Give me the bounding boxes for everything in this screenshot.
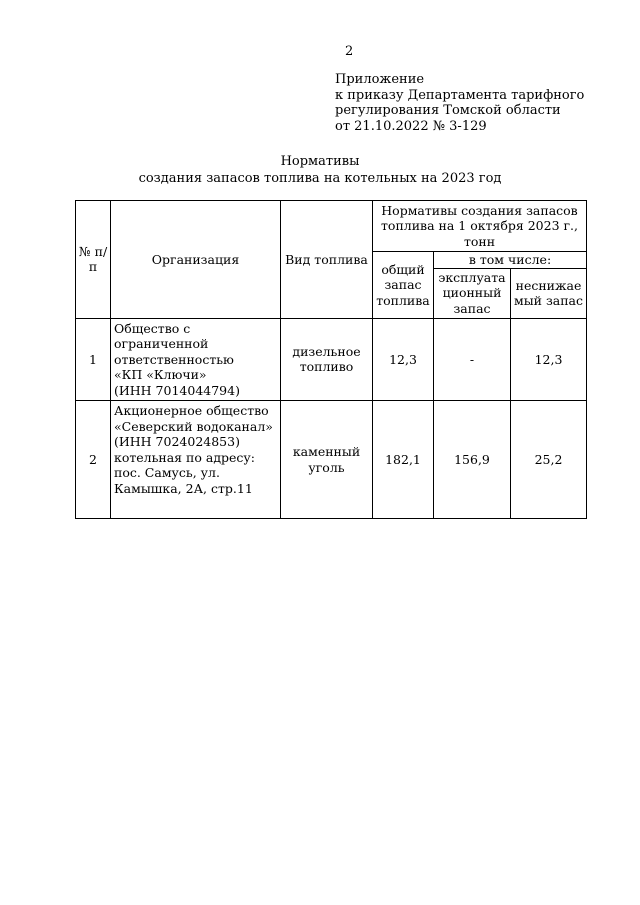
cell-total-stock: 182,1 bbox=[373, 401, 434, 519]
cell-total-stock: 12,3 bbox=[373, 318, 434, 401]
cell-operational-stock: 156,9 bbox=[434, 401, 511, 519]
page-number: 2 bbox=[345, 44, 354, 59]
org-line: пос. Самусь, ул. bbox=[114, 465, 220, 480]
header-organization: Организация bbox=[111, 201, 281, 319]
cell-num: 1 bbox=[76, 318, 111, 401]
org-line: (ИНН 7024024853) bbox=[114, 434, 240, 449]
cell-fuel-type: дизельное топливо bbox=[281, 318, 373, 401]
header-operational-stock: эксплуата ционный запас bbox=[434, 268, 511, 318]
org-line: «Северский водоканал» bbox=[114, 418, 273, 434]
appendix-line: к приказу Департамента тарифного bbox=[335, 87, 585, 103]
appendix-block bbox=[335, 72, 584, 134]
appendix-line: от 21.10.2022 № 3-129 bbox=[335, 118, 487, 134]
cell-fuel-type: каменный уголь bbox=[281, 401, 373, 519]
title-line-2: создания запасов топлива на котельных на 2023 год bbox=[138, 170, 502, 186]
org-line: ответственностью bbox=[114, 351, 234, 367]
header-total-stock: общий запас топлива bbox=[373, 252, 434, 319]
appendix-line: регулирования Томской области bbox=[335, 103, 561, 118]
header-reserve-stock: неснижае мый запас bbox=[511, 268, 587, 318]
title-line-1: Нормативы bbox=[280, 154, 360, 169]
header-norms: Нормативы создания запасов топлива на 1 октября 2023 г., тонн bbox=[373, 201, 587, 252]
header-including: в том числе: bbox=[434, 252, 587, 269]
document-title bbox=[0, 154, 640, 187]
org-line: Камышка, 2А, стр.11 bbox=[114, 480, 253, 496]
cell-operational-stock: - bbox=[434, 318, 511, 401]
norms-table bbox=[75, 200, 587, 519]
header-fuel-type: Вид топлива bbox=[281, 201, 373, 319]
cell-reserve-stock: 12,3 bbox=[511, 318, 587, 401]
cell-reserve-stock: 25,2 bbox=[511, 401, 587, 519]
org-line: (ИНН 7014044794) bbox=[114, 382, 240, 398]
org-line: Акционерное общество bbox=[114, 403, 269, 418]
table-row bbox=[76, 401, 587, 519]
table-row bbox=[76, 318, 587, 401]
org-line: котельная по адресу: bbox=[114, 449, 255, 465]
cell-num: 2 bbox=[76, 401, 111, 519]
cell-organization bbox=[111, 401, 281, 519]
header-num: № п/п bbox=[76, 201, 111, 319]
org-line: «КП «Ключи» bbox=[114, 367, 207, 382]
org-line: Общество с ограниченной bbox=[114, 320, 209, 351]
cell-organization bbox=[111, 318, 281, 401]
appendix-line: Приложение bbox=[335, 72, 425, 87]
